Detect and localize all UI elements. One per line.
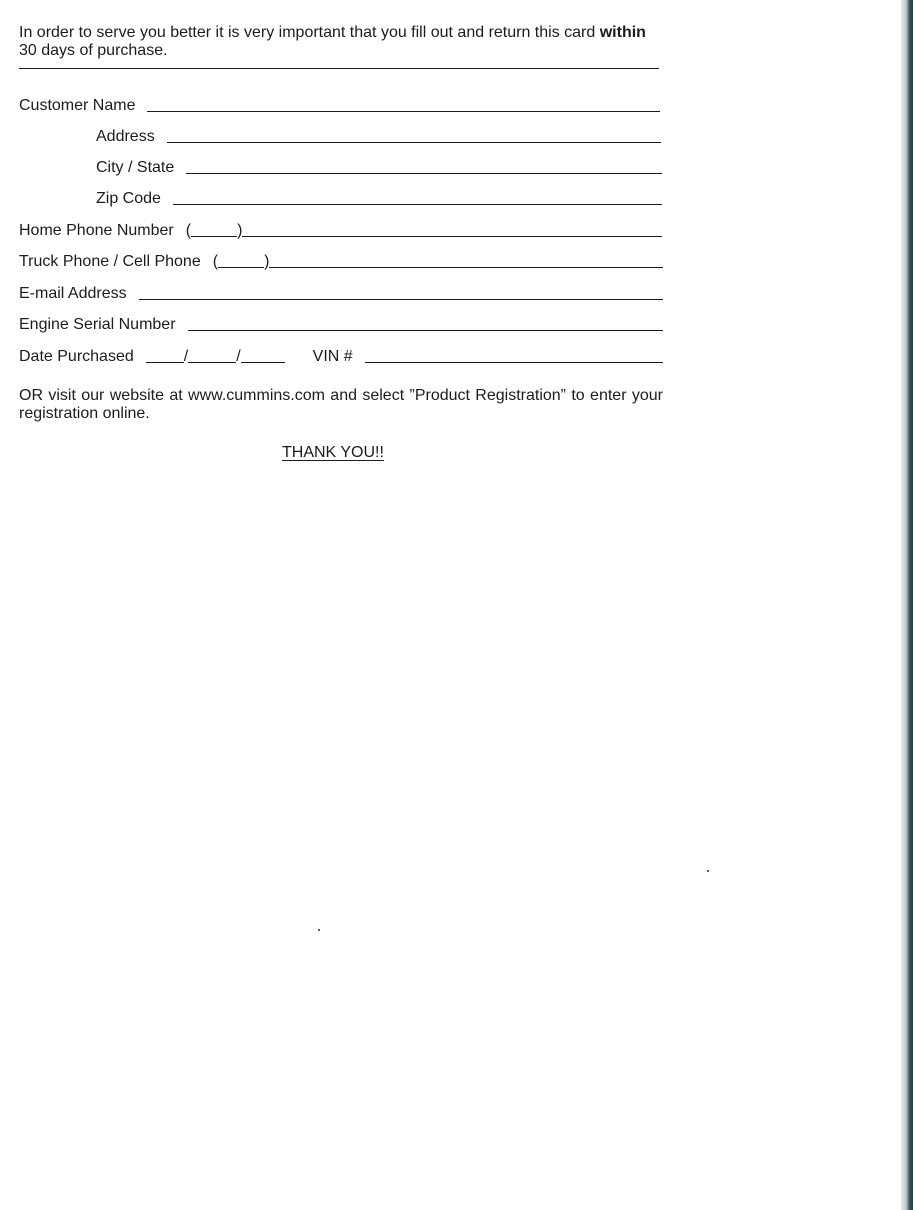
email-field[interactable] bbox=[139, 299, 663, 300]
date-separator: / bbox=[236, 348, 241, 365]
customer-name-field[interactable] bbox=[147, 111, 660, 112]
home-phone-label: Home Phone Number bbox=[19, 222, 174, 239]
date-month-field[interactable] bbox=[146, 362, 184, 363]
truck-phone-number-field[interactable] bbox=[269, 267, 663, 268]
zip-code-label: Zip Code bbox=[96, 190, 161, 207]
engine-serial-row bbox=[19, 313, 663, 335]
truck-phone-paren-close: ) bbox=[264, 253, 270, 270]
date-year-field[interactable] bbox=[241, 362, 285, 363]
intro-text bbox=[19, 24, 659, 60]
intro-text-end: 30 days of purchase. bbox=[19, 42, 168, 59]
zip-code-row bbox=[96, 187, 662, 209]
city-state-field[interactable] bbox=[186, 173, 662, 174]
email-label: E-mail Address bbox=[19, 285, 127, 302]
address-label: Address bbox=[96, 128, 155, 145]
truck-phone-label: Truck Phone / Cell Phone bbox=[19, 253, 201, 270]
address-field[interactable] bbox=[167, 142, 661, 143]
home-phone-number-field[interactable] bbox=[242, 236, 662, 237]
date-separator: / bbox=[183, 348, 189, 365]
home-phone-paren-open: ( bbox=[185, 222, 192, 239]
date-purchased-label: Date Purchased bbox=[19, 348, 134, 365]
website-note: OR visit our website at www.cummins.com and select ”Product Registration” to enter your registration online. bbox=[19, 387, 663, 422]
vin-label: VIN # bbox=[312, 348, 353, 365]
home-phone-area-code-field[interactable] bbox=[191, 236, 237, 237]
thank-you-text: THANK YOU!! bbox=[282, 444, 384, 461]
zip-code-field[interactable] bbox=[173, 204, 662, 205]
city-state-label: City / State bbox=[96, 159, 175, 176]
home-phone-paren-close: ) bbox=[237, 222, 243, 239]
scan-speck bbox=[318, 929, 320, 931]
date-vin-row bbox=[19, 345, 663, 367]
intro-divider bbox=[19, 68, 659, 69]
vin-field[interactable] bbox=[365, 362, 663, 363]
home-phone-row bbox=[19, 219, 662, 241]
email-row bbox=[19, 282, 663, 304]
scan-speck bbox=[707, 870, 709, 872]
date-day-field[interactable] bbox=[188, 362, 236, 363]
address-row bbox=[96, 125, 661, 147]
page-edge-shadow bbox=[901, 0, 913, 1210]
intro-emphasis: within bbox=[599, 24, 646, 41]
truck-phone-row bbox=[19, 250, 663, 272]
truck-phone-paren-open: ( bbox=[212, 253, 219, 270]
customer-name-row bbox=[19, 94, 660, 116]
customer-name-label: Customer Name bbox=[19, 97, 136, 114]
city-state-row bbox=[96, 156, 662, 178]
engine-serial-label: Engine Serial Number bbox=[19, 316, 176, 333]
intro-text-start: In order to serve you better it is very important that you fill out and return this card bbox=[19, 24, 600, 41]
engine-serial-field[interactable] bbox=[188, 330, 663, 331]
truck-phone-area-code-field[interactable] bbox=[218, 267, 264, 268]
